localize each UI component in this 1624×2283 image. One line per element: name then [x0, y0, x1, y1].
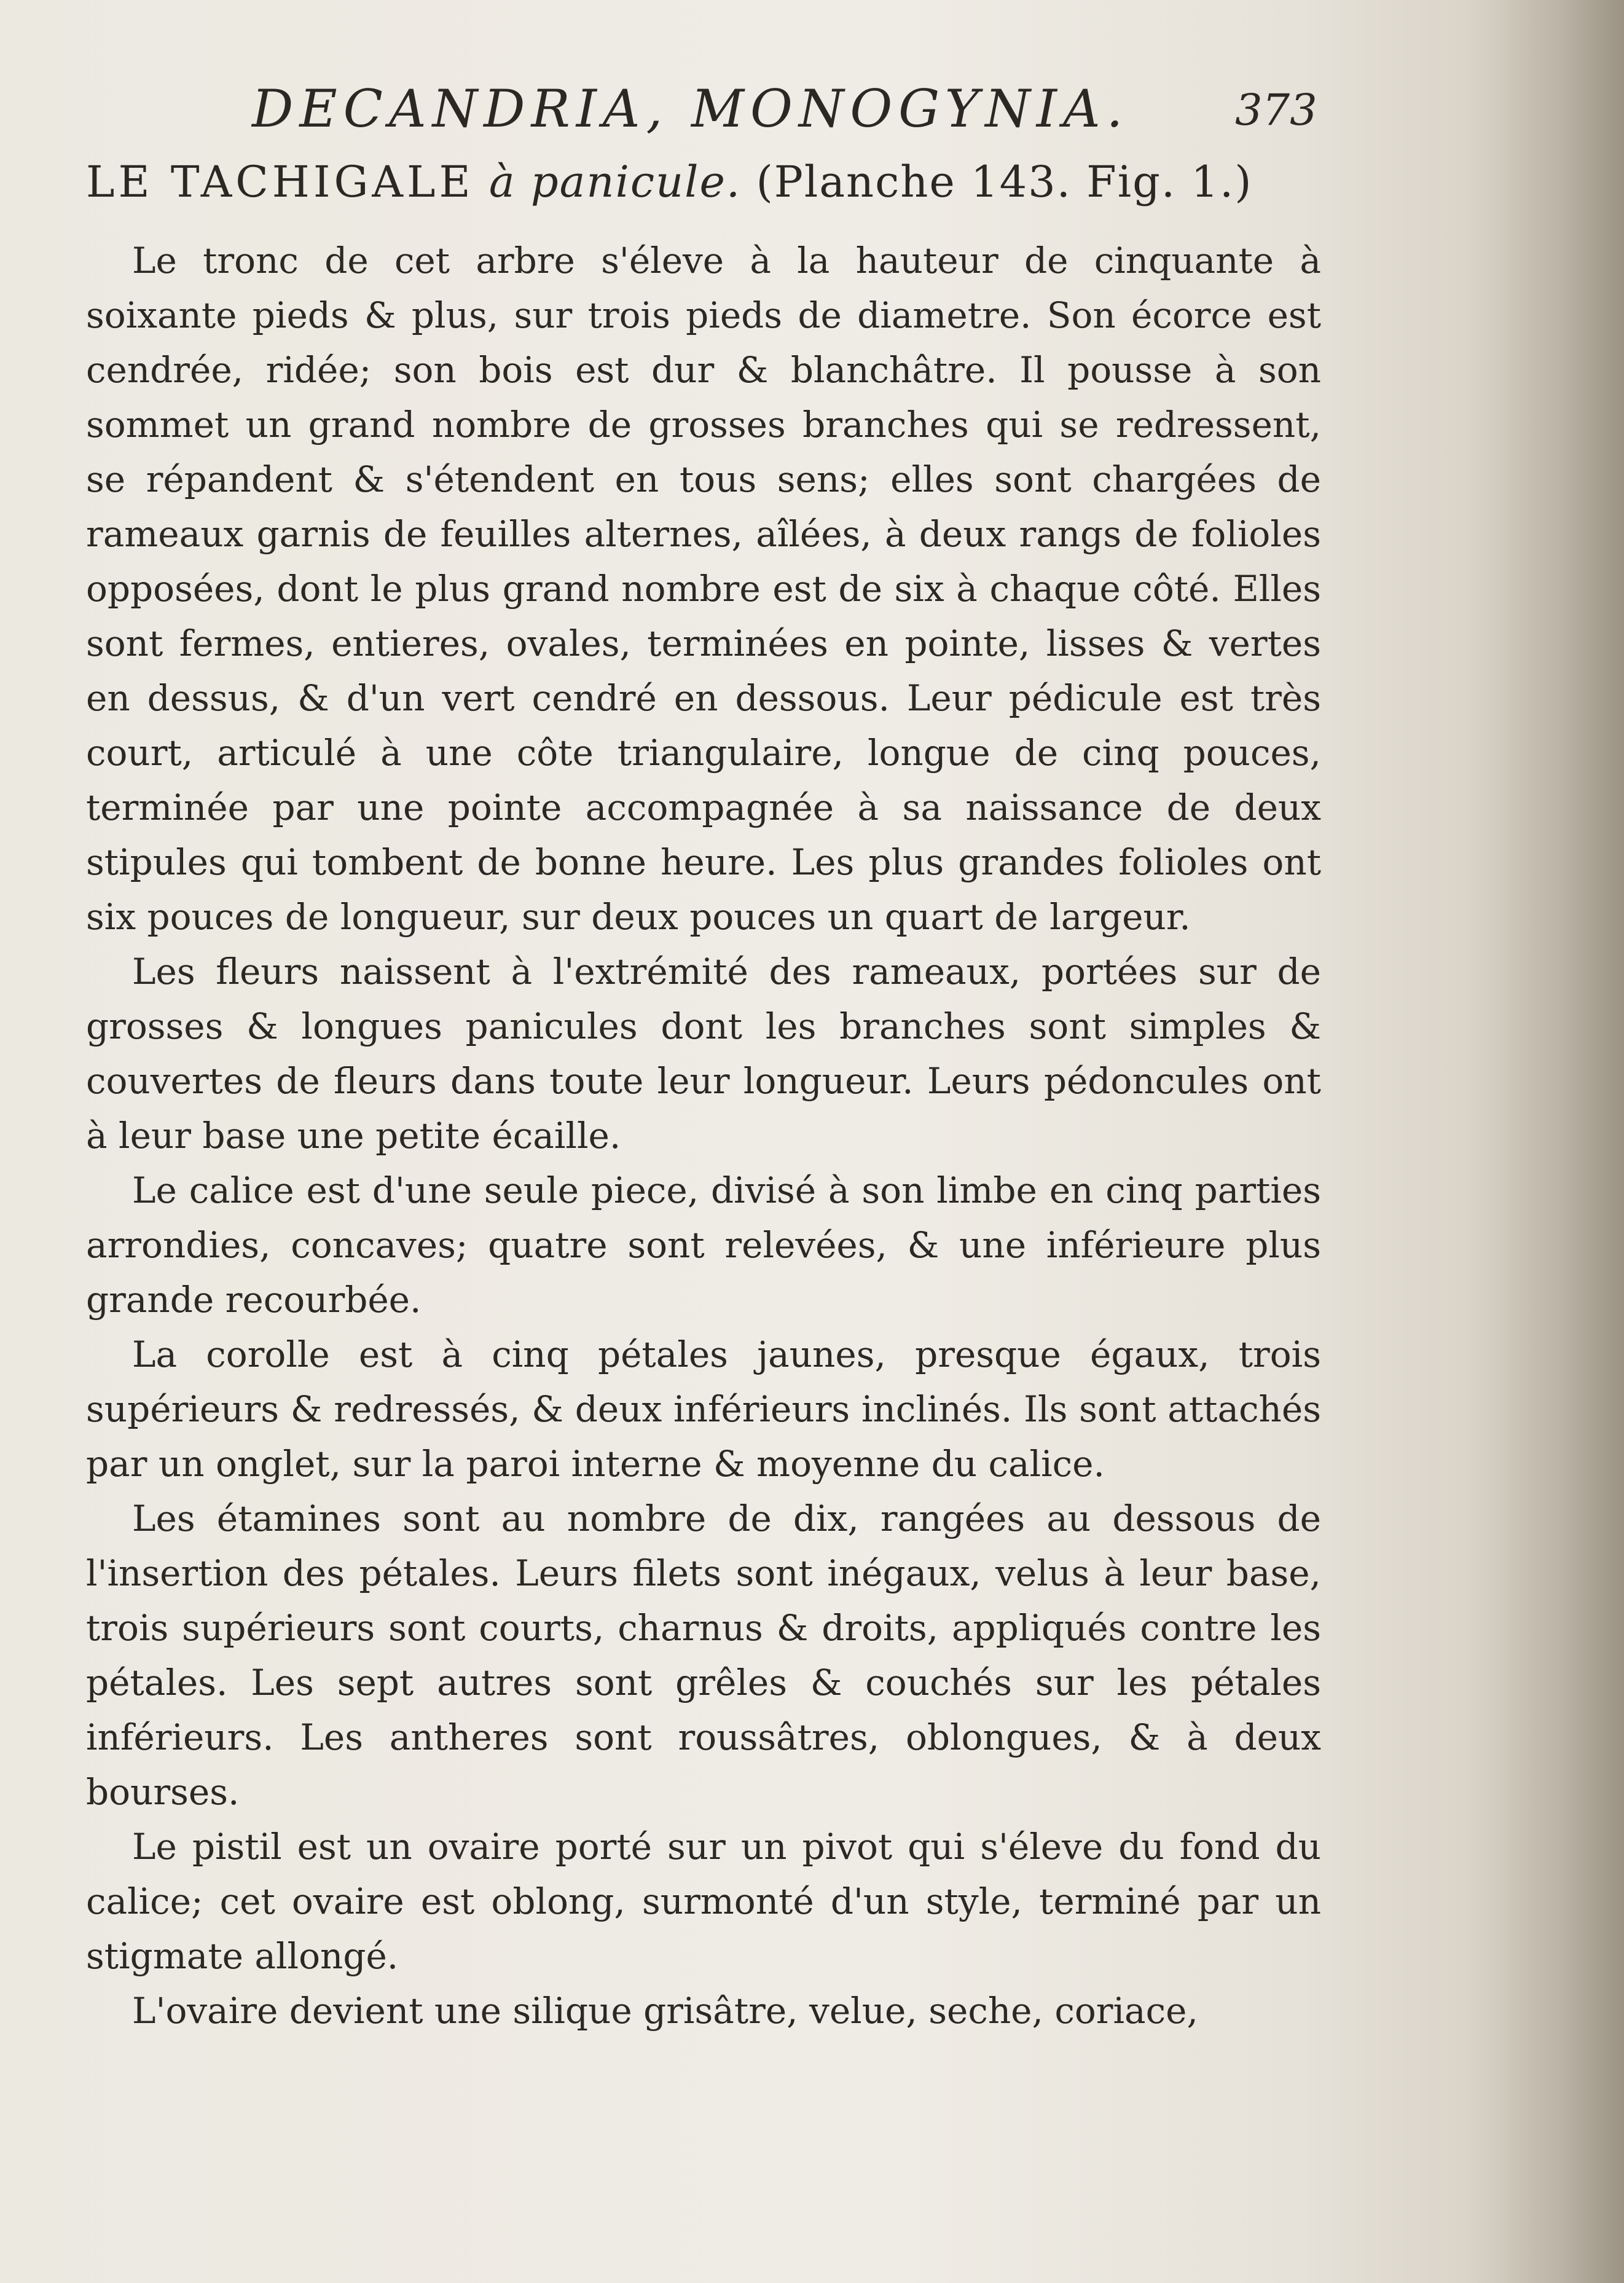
running-title: DECANDRIA, MONOGYNIA. — [252, 79, 1129, 139]
article-title-name: LE TACHIGALE — [86, 157, 474, 207]
paragraph-description: Le tronc de cet arbre s'éleve à la hauteur de cinquante à soixante pieds & plus, sur trois pieds de diametre. Son écorce est cendrée, ridée; son bois est dur & blanchâtre. Il pousse à son sommet un grand nombre de grosses branches qui se redressent, se répandent & s'étendent en tous sens; elles sont chargées de rameaux garnis de feuilles alternes, aîlées, à deux rangs de folioles opposées, dont le plus grand nombre est de six à chaque côté. Elles sont fermes, entieres, ovales, terminées en pointe, lisses & vertes en dessus, & d'un vert cendré en dessous. Leur pédicule est très court, articulé à une côte triangulaire, longue de cinq pouces, terminée par une pointe accompagnée à sa naissance de deux stipules qui tombent de bonne heure. Les plus grandes folioles ont six pouces de longueur, sur deux pouces un quart de largeur. — [86, 240, 1321, 938]
page-header — [86, 79, 1340, 146]
article-title — [86, 157, 1340, 207]
page-number: 373 — [1235, 85, 1317, 135]
body-text — [86, 234, 1321, 2038]
paragraph-corolla: La corolle est à cinq pétales jaunes, presque égaux, trois supérieurs & redressés, & deux inférieurs inclinés. Ils sont attachés par un onglet, sur la paroi interne & moyenne du calice. — [86, 1334, 1321, 1485]
article-title-subtitle: à panicule. — [488, 157, 742, 207]
binding-shadow — [1464, 0, 1624, 2283]
paragraph-pistil: Le pistil est un ovaire porté sur un pivot qui s'éleve du fond du calice; cet ovaire est oblong, surmonté d'un style, terminé par un stigmate allongé. — [86, 1826, 1321, 1977]
paragraph-calyx: Le calice est d'une seule piece, divisé à son limbe en cinq parties arrondies, concaves; quatre sont relevées, & une inférieure plus grande recourbée. — [86, 1169, 1321, 1321]
article-title-plate-reference: (Planche 143. Fig. 1.) — [756, 157, 1253, 207]
paragraph-ovary: L'ovaire devient une silique grisâtre, velue, seche, coriace, — [132, 1990, 1198, 2032]
paragraph-flowers: Les fleurs naissent à l'extrémité des rameaux, portées sur de grosses & longues panicules dont les branches sont simples & couvertes de fleurs dans toute leur longueur. Leurs pédoncules ont à leur base une petite écaille. — [86, 951, 1321, 1157]
paragraph-stamens: Les étamines sont au nombre de dix, rangées au dessous de l'insertion des pétales. Leurs filets sont inégaux, velus à leur base, trois supérieurs sont courts, charnus & droits, appliqués contre les pétales. Les sept autres sont grêles & couchés sur les pétales inférieurs. Les antheres sont roussâtres, oblongues, & à deux bourses. — [86, 1498, 1321, 1813]
